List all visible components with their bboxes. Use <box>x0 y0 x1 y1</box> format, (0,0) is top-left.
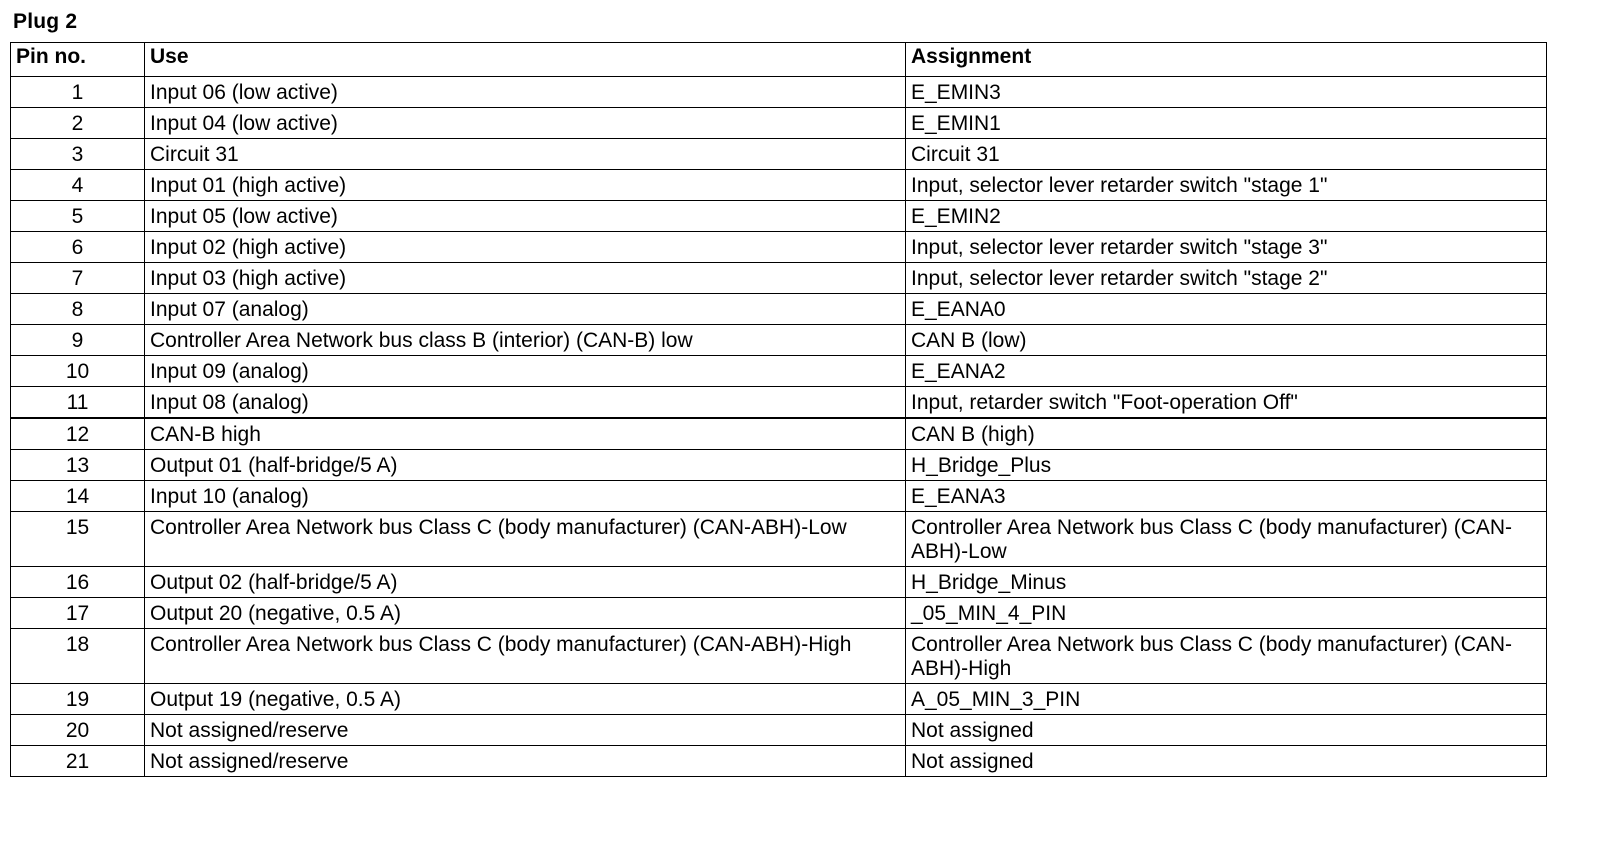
assignment-cell: H_Bridge_Minus <box>906 567 1547 598</box>
use-cell: Input 08 (analog) <box>145 387 906 419</box>
pin-cell: 10 <box>11 356 145 387</box>
pin-cell: 15 <box>11 512 145 567</box>
assignment-cell: CAN B (low) <box>906 325 1547 356</box>
table-row <box>11 567 1547 598</box>
column-header-use: Use <box>145 43 906 77</box>
use-cell: Controller Area Network bus Class C (body manufacturer) (CAN-ABH)-Low <box>145 512 906 567</box>
table-row <box>11 450 1547 481</box>
assignment-cell: Input, selector lever retarder switch "stage 3" <box>906 232 1547 263</box>
use-cell: Input 10 (analog) <box>145 481 906 512</box>
assignment-cell: CAN B (high) <box>906 418 1547 450</box>
table-row <box>11 139 1547 170</box>
assignment-cell: A_05_MIN_3_PIN <box>906 684 1547 715</box>
assignment-cell: Controller Area Network bus Class C (body manufacturer) (CAN-ABH)-High <box>906 629 1547 684</box>
assignment-cell: Input, selector lever retarder switch "stage 2" <box>906 263 1547 294</box>
table-row <box>11 170 1547 201</box>
use-cell: Output 20 (negative, 0.5 A) <box>145 598 906 629</box>
table-row <box>11 356 1547 387</box>
table-row <box>11 512 1547 567</box>
assignment-cell: Not assigned <box>906 715 1547 746</box>
table-row <box>11 418 1547 450</box>
column-header-pin: Pin no. <box>11 43 145 77</box>
table-row <box>11 201 1547 232</box>
use-cell: Input 07 (analog) <box>145 294 906 325</box>
use-cell: Controller Area Network bus class B (interior) (CAN-B) low <box>145 325 906 356</box>
use-cell: Input 09 (analog) <box>145 356 906 387</box>
table-row <box>11 263 1547 294</box>
assignment-cell: _05_MIN_4_PIN <box>906 598 1547 629</box>
assignment-cell: Input, retarder switch "Foot-operation Off" <box>906 387 1547 419</box>
use-cell: Not assigned/reserve <box>145 715 906 746</box>
table-row <box>11 294 1547 325</box>
use-cell: Circuit 31 <box>145 139 906 170</box>
pin-cell: 7 <box>11 263 145 294</box>
pin-cell: 5 <box>11 201 145 232</box>
assignment-cell: E_EANA0 <box>906 294 1547 325</box>
pin-cell: 18 <box>11 629 145 684</box>
table-row <box>11 387 1547 419</box>
pin-cell: 14 <box>11 481 145 512</box>
table-row <box>11 108 1547 139</box>
pin-cell: 4 <box>11 170 145 201</box>
assignment-cell: H_Bridge_Plus <box>906 450 1547 481</box>
assignment-cell: Controller Area Network bus Class C (body manufacturer) (CAN-ABH)-Low <box>906 512 1547 567</box>
pin-cell: 6 <box>11 232 145 263</box>
table-header-row <box>11 43 1547 77</box>
table-row <box>11 77 1547 108</box>
pin-cell: 20 <box>11 715 145 746</box>
table-row <box>11 715 1547 746</box>
column-header-assignment: Assignment <box>906 43 1547 77</box>
pin-cell: 11 <box>11 387 145 419</box>
assignment-cell: E_EMIN2 <box>906 201 1547 232</box>
table-row <box>11 232 1547 263</box>
use-cell: Output 02 (half-bridge/5 A) <box>145 567 906 598</box>
use-cell: Input 02 (high active) <box>145 232 906 263</box>
pin-cell: 13 <box>11 450 145 481</box>
pin-cell: 2 <box>11 108 145 139</box>
table-row <box>11 481 1547 512</box>
table-row <box>11 598 1547 629</box>
use-cell: CAN-B high <box>145 418 906 450</box>
use-cell: Controller Area Network bus Class C (body manufacturer) (CAN-ABH)-High <box>145 629 906 684</box>
pin-cell: 12 <box>11 418 145 450</box>
assignment-cell: E_EMIN3 <box>906 77 1547 108</box>
table-title: Plug 2 <box>13 10 78 33</box>
use-cell: Output 01 (half-bridge/5 A) <box>145 450 906 481</box>
table-row <box>11 629 1547 684</box>
table-row <box>11 746 1547 777</box>
use-cell: Input 04 (low active) <box>145 108 906 139</box>
pin-cell: 8 <box>11 294 145 325</box>
pin-cell: 19 <box>11 684 145 715</box>
assignment-cell: E_EANA3 <box>906 481 1547 512</box>
assignment-cell: Circuit 31 <box>906 139 1547 170</box>
assignment-cell: E_EMIN1 <box>906 108 1547 139</box>
pin-cell: 17 <box>11 598 145 629</box>
pin-cell: 3 <box>11 139 145 170</box>
assignment-cell: Not assigned <box>906 746 1547 777</box>
assignment-cell: E_EANA2 <box>906 356 1547 387</box>
use-cell: Not assigned/reserve <box>145 746 906 777</box>
use-cell: Output 19 (negative, 0.5 A) <box>145 684 906 715</box>
pin-assignment-table <box>10 42 1547 777</box>
pin-cell: 1 <box>11 77 145 108</box>
use-cell: Input 01 (high active) <box>145 170 906 201</box>
assignment-cell: Input, selector lever retarder switch "stage 1" <box>906 170 1547 201</box>
table-body <box>11 77 1547 777</box>
use-cell: Input 06 (low active) <box>145 77 906 108</box>
table-row <box>11 684 1547 715</box>
use-cell: Input 03 (high active) <box>145 263 906 294</box>
pin-cell: 16 <box>11 567 145 598</box>
pin-cell: 9 <box>11 325 145 356</box>
pin-cell: 21 <box>11 746 145 777</box>
table-row <box>11 325 1547 356</box>
use-cell: Input 05 (low active) <box>145 201 906 232</box>
